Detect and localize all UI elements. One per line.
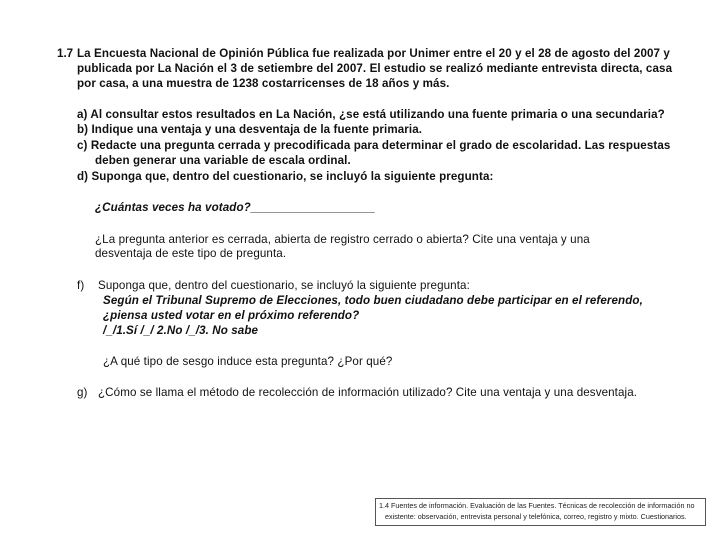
item-e-line-1: ¿La pregunta anterior es cerrada, abierta de registro cerrado o abierta? Cite una ventaja y una <box>95 233 590 246</box>
item-g-label: g) <box>77 386 88 399</box>
footer-line-2: existente: observación, entrevista personal y telefónica, correo, registro y mixto. Cuestionarios. <box>385 512 687 521</box>
intro-line-2: publicada por La Nación el 3 de setiembre del 2007. El estudio se realizó mediante entrevista directa, casa <box>77 62 673 75</box>
item-d: d) Suponga que, dentro del cuestionario, se incluyó la siguiente pregunta: <box>77 170 494 183</box>
topic-footer-box <box>375 498 706 526</box>
footer-line-1: 1.4 Fuentes de información. Evaluación de las Fuentes. Técnicas de recolección de información no <box>379 501 695 510</box>
item-f-answer-options: /_/1.Sí /_/ 2.No /_/3. No sabe <box>103 324 259 337</box>
item-g-text: ¿Cómo se llama el método de recolección de información utilizado? Cite una ventaja y una desventaja. <box>98 386 638 399</box>
intro-line-1: La Encuesta Nacional de Opinión Pública fue realizada por Unimer entre el 20 y el 28 de agosto del 2007 y <box>77 47 670 60</box>
question-number: 1.7 <box>57 47 74 60</box>
item-f-text: Suponga que, dentro del cuestionario, se incluyó la siguiente pregunta: <box>98 279 470 292</box>
item-e-line-2: desventaja de este tipo de pregunta. <box>95 247 287 260</box>
item-c: c) Redacte una pregunta cerrada y precodificada para determinar el grado de escolaridad. Las respuestas <box>77 139 671 152</box>
item-d-question: ¿Cuántas veces ha votado?___________________ <box>95 201 376 214</box>
item-f-quote-line-2: ¿piensa usted votar en el próximo referendo? <box>103 309 360 322</box>
item-f-followup: ¿A qué tipo de sesgo induce esta pregunta? ¿Por qué? <box>103 355 393 368</box>
item-a: a) Al consultar estos resultados en La Nación, ¿se está utilizando una fuente primaria o una secundaria? <box>77 108 665 121</box>
item-f-label: f) <box>77 279 85 292</box>
item-c-continued: deben generar una variable de escala ordinal. <box>95 154 351 167</box>
intro-line-3: por casa, a una muestra de 1238 costarricenses de 18 años y más. <box>77 77 450 90</box>
item-f-quote-line-1: Según el Tribunal Supremo de Elecciones, todo buen ciudadano debe participar en el referendo, <box>103 294 643 307</box>
item-b: b) Indique una ventaja y una desventaja de la fuente primaria. <box>77 123 423 136</box>
